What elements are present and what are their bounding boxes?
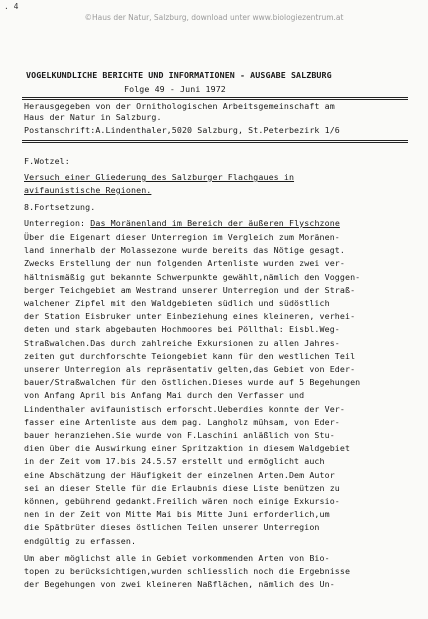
body-line: von Anfang April bis Anfang Mai durch den Verfasser und bbox=[24, 390, 305, 401]
body-line: endgültig zu erfassen. bbox=[24, 535, 137, 546]
body-line: hältnismäßig gut bekannte Schwerpunkte gewählt,nämlich den Voggen- bbox=[24, 271, 361, 282]
body-line: Um aber möglichst alle in Gebiet vorkommenden Arten von Bio- bbox=[24, 552, 330, 563]
article-author: F.Wotzel: bbox=[24, 156, 70, 166]
body-line: deten und stark abgebauten Hochmoores bei Pöllthal: Eisbl.Weg- bbox=[24, 324, 340, 335]
body-line: unserer Unterregion als repräsentativ gelten,das Gebiet von Eder- bbox=[24, 364, 356, 374]
watermark: ©Haus der Natur, Salzburg, download unter www.biologiezentrum.at bbox=[84, 13, 344, 22]
article-title-line-2: avifaunistische Regionen. bbox=[24, 185, 152, 195]
body-line: die Spätbrüter dieses östlichen Teilen unserer Unterregion bbox=[24, 522, 320, 533]
body-line: zeiten gut durchforschte Teiongebiet kann für den westlichen Teil bbox=[24, 350, 356, 361]
body-line: Zwecks Erstellung der nun folgenden Artenliste wurden zwei ver- bbox=[24, 258, 345, 269]
subheading bbox=[24, 218, 340, 229]
body-line: sei an dieser Stelle für die Erlaubnis diese Liste benützen zu bbox=[24, 482, 340, 493]
subheading-prefix: Unterregion: bbox=[24, 218, 86, 228]
body-line: Lindenthaler avifaunistisch erforscht.Ueberdies konnte der Ver- bbox=[24, 403, 345, 414]
series-title: VOGELKUNDLICHE BERICHTE UND INFORMATIONEN - AUSGABE SALZBURG bbox=[26, 70, 332, 80]
body-line: topen zu berücksichtigen,wurden schliesslich noch die Ergebnisse bbox=[24, 566, 351, 576]
header-separator-bottom bbox=[22, 140, 408, 143]
body-line: dien über die Auswirkung einer Spritzaktion in diesem Waldgebiet bbox=[24, 443, 351, 454]
publisher-line-1: Herausgegeben von der Ornithologischen Arbeitsgemeinschaft am bbox=[24, 101, 335, 111]
body-line: der Begehungen von zwei kleineren Naßflächen, nämlich des Un- bbox=[24, 579, 335, 590]
publisher-line-2: Haus der Natur in Salzburg. bbox=[24, 112, 162, 122]
header-separator-top bbox=[22, 97, 408, 100]
article-title-line-1: Versuch einer Gliederung des Salzburger Flachgaues in bbox=[24, 172, 295, 182]
body-line: Über die Eigenart dieser Unterregion im Vergleich zum Moränen- bbox=[24, 232, 340, 242]
subheading-text: Das Moränenland im Bereich der äußeren Flyschzone bbox=[90, 218, 340, 228]
body-line: berger Teichgebiet am Westrand unserer Unterregion und der Straß- bbox=[24, 284, 356, 295]
article-part: 8.Fortsetzung. bbox=[24, 202, 96, 212]
body-line: können, gebührend gedankt.Freilich wären noch einige Exkursio- bbox=[24, 496, 340, 506]
body-line: Straßwalchen.Das durch zahlreiche Exkursionen zu allen Jahres- bbox=[24, 337, 340, 348]
body-line: nen in der Zeit von Mitte Mai bis Mitte Juni erforderlich,um bbox=[24, 509, 330, 520]
issue-line: Folge 49 - Juni 1972 bbox=[124, 84, 226, 94]
body-line: bauer heranziehen.Sie wurde von F.Laschini anläßlich von Stu- bbox=[24, 430, 335, 440]
body-line: der Station Eisbruker unter Einbeziehung eines kleineren, verhei- bbox=[24, 311, 356, 322]
body-line: land innerhalb der Molassezone wurde bereits das Nötige gesagt. bbox=[24, 245, 345, 256]
body-line: eine Abschätzung der Häufigkeit der einzelnen Arten.Dem Autor bbox=[24, 469, 335, 480]
body-line: bauer/Straßwalchen für den östlichen.Dieses wurde auf 5 Begehungen bbox=[24, 377, 361, 388]
body-line: fasser eine Artenliste aus dem pag. Langholz mühsam, von Eder- bbox=[24, 416, 340, 427]
body-line: in der Zeit vom 17.bis 24.5.57 erstellt und ermöglicht auch bbox=[24, 456, 325, 467]
body-line: walchener Zipfel mit den Waldgebieten südlich und südöstlich bbox=[24, 298, 330, 308]
corner-mark: . 4 bbox=[4, 2, 19, 11]
address-line: Postanschrift:A.Lindenthaler,5020 Salzburg, St.Peterbezirk 1/6 bbox=[24, 125, 340, 135]
